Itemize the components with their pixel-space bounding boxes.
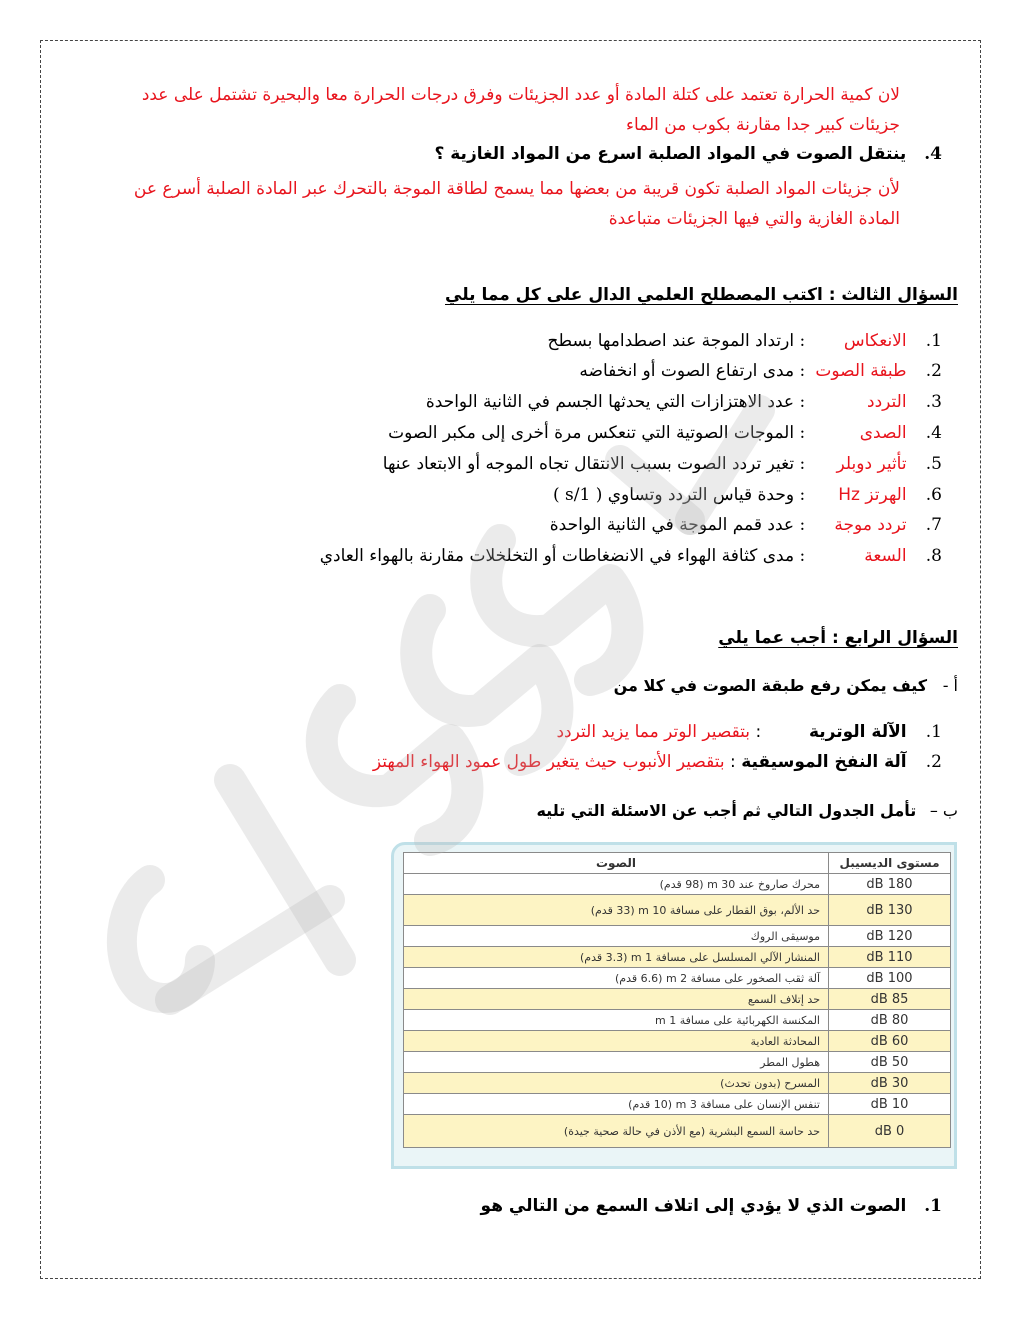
term-item bbox=[553, 485, 942, 515]
term-answer: تأثير دوبلر bbox=[836, 454, 907, 474]
cell-level: 0 dB bbox=[829, 1115, 951, 1148]
cell-level: 110 dB bbox=[829, 947, 951, 968]
decibel-table-frame bbox=[391, 842, 957, 1169]
instrument-answer: بتقصير الأنبوب حيث يتغير طول عمود الهواء المهتز bbox=[372, 752, 725, 772]
term-answer: الصدى bbox=[859, 423, 907, 443]
part-a-question bbox=[614, 676, 958, 695]
instrument-separator: : bbox=[730, 752, 736, 772]
cell-sound: المنشار الآلي المسلسل على مسافة 1 m (3.3 قدم) bbox=[404, 947, 829, 968]
cell-level: 180 dB bbox=[829, 874, 951, 895]
table-row bbox=[404, 1010, 951, 1031]
term-answer: الهرتز Hz bbox=[838, 485, 907, 505]
table-row bbox=[404, 926, 951, 947]
answer-heat-line1: لان كمية الحرارة تعتمد على كتلة المادة أو عدد الجزيئات وفرق درجات الحرارة معا والبحيرة تشتمل على عدد bbox=[141, 85, 900, 105]
instrument-number: 1. bbox=[925, 722, 942, 742]
followup-text: الصوت الذي لا يؤدي إلى اتلاف السمع من التالي هو bbox=[480, 1196, 907, 1216]
term-item bbox=[550, 515, 942, 545]
term-number: 7. bbox=[925, 515, 942, 535]
cell-sound: حد إتلاف السمع bbox=[404, 989, 829, 1010]
term-answer: السعة bbox=[864, 546, 907, 566]
instrument-label: الآلة الوترية bbox=[808, 722, 907, 742]
instrument-answer: بتقصير الوتر مما يزيد التردد bbox=[556, 722, 751, 742]
term-answer: تردد موجة bbox=[834, 515, 907, 535]
term-definition: : مدى ارتفاع الصوت أو انخفاضه bbox=[579, 361, 806, 381]
part-b-question bbox=[536, 801, 958, 820]
followup-question bbox=[481, 1196, 942, 1216]
part-a-prefix: أ - bbox=[942, 676, 958, 695]
instrument-separator: : bbox=[755, 722, 762, 742]
term-answer: التردد bbox=[867, 392, 907, 412]
cell-sound: هطول المطر bbox=[404, 1052, 829, 1073]
cell-level: 10 dB bbox=[829, 1094, 951, 1115]
term-definition: : الموجات الصوتية التي تنعكس مرة أخرى إلى مكبر الصوت bbox=[388, 423, 806, 443]
term-number: 5. bbox=[925, 454, 942, 474]
term-definition: : تغير تردد الصوت بسبب الانتقال تجاه الموجه أو الابتعاد عنها bbox=[382, 454, 806, 474]
cell-sound: المحادثة العادية bbox=[404, 1031, 829, 1052]
question-4-answer-line2: المادة الغازية والتي فيها الجزيئات متباعدة bbox=[608, 209, 900, 229]
part-b-prefix: ب – bbox=[929, 801, 958, 820]
table-row bbox=[404, 895, 951, 926]
term-item bbox=[426, 392, 942, 422]
question-4-answer bbox=[70, 174, 900, 234]
cell-sound: آلة ثقب الصخور على مسافة 2 m (6.6 قدم) bbox=[404, 968, 829, 989]
term-number: 2. bbox=[925, 361, 942, 381]
term-item bbox=[388, 423, 942, 453]
answer-heat-line2: جزيئات كبير جدا مقارنة بكوب من الماء bbox=[625, 115, 900, 135]
cell-sound: المكنسة الكهربائية على مسافة 1 m bbox=[404, 1010, 829, 1031]
cell-sound: حد حاسة السمع البشرية (مع الأذن في حالة صحية جيدة) bbox=[404, 1115, 829, 1148]
column-header-sound: الصوت bbox=[404, 853, 829, 874]
cell-level: 30 dB bbox=[829, 1073, 951, 1094]
instrument-item bbox=[373, 752, 942, 772]
instrument-label: آلة النفخ الموسيقية bbox=[741, 752, 907, 772]
term-item bbox=[579, 361, 942, 391]
cell-sound: المسرح (بدون تحدث) bbox=[404, 1073, 829, 1094]
part-a-text: كيف يمكن رفع طبقة الصوت في كلا من bbox=[613, 676, 928, 695]
term-number: 8. bbox=[925, 546, 942, 566]
decibel-table bbox=[403, 852, 951, 1148]
term-number: 1. bbox=[925, 331, 942, 351]
table-row bbox=[404, 1094, 951, 1115]
term-definition: : مدى كثافة الهواء في الانضغاطات أو التخلخلات مقارنة بالهواء العادي bbox=[319, 546, 806, 566]
cell-level: 85 dB bbox=[829, 989, 951, 1010]
question-4 bbox=[434, 144, 942, 164]
question-4-text: ينتقل الصوت في المواد الصلبة اسرع من المواد الغازية ؟ bbox=[434, 144, 907, 164]
table-row bbox=[404, 989, 951, 1010]
cell-level: 100 dB bbox=[829, 968, 951, 989]
cell-level: 130 dB bbox=[829, 895, 951, 926]
term-definition: : عدد قمم الموجة في الثانية الواحدة bbox=[549, 515, 806, 535]
cell-level: 50 dB bbox=[829, 1052, 951, 1073]
cell-sound: حد الألم، بوق القطار على مسافة 10 m (33 قدم) bbox=[404, 895, 829, 926]
term-definition: : عدد الاهتزازات التي يحدثها الجسم في الثانية الواحدة bbox=[425, 392, 806, 412]
term-definition: : وحدة قياس التردد وتساوي ( 1/s ) bbox=[552, 485, 806, 505]
term-answer: الانعكاس bbox=[843, 331, 907, 351]
term-item bbox=[548, 331, 942, 361]
term-definition: : ارتداد الموجة عند اصطدامها بسطح bbox=[547, 331, 806, 351]
cell-sound: تنفس الإنسان على مسافة 3 m (10 قدم) bbox=[404, 1094, 829, 1115]
cell-sound: محرك صاروخ عند 30 m (98 قدم) bbox=[404, 874, 829, 895]
cell-level: 60 dB bbox=[829, 1031, 951, 1052]
question-4-answer-line1: لأن جزيئات المواد الصلبة تكون قريبة من بعضها مما يسمح لطاقة الموجة بالتحرك عبر المادة الصلبة أسرع عن bbox=[133, 179, 900, 199]
cell-level: 120 dB bbox=[829, 926, 951, 947]
table-row bbox=[404, 1031, 951, 1052]
table-row bbox=[404, 968, 951, 989]
term-answer: طبقة الصوت bbox=[815, 361, 907, 381]
term-number: 6. bbox=[925, 485, 942, 505]
cell-sound: موسيقى الروك bbox=[404, 926, 829, 947]
question-4-number: 4. bbox=[924, 144, 942, 164]
section-3-title: السؤال الثالث : اكتب المصطلح العلمي الدال على كل مما يلي bbox=[445, 285, 958, 305]
term-item bbox=[383, 454, 942, 484]
term-item bbox=[320, 546, 942, 576]
column-header-level: مستوى الديسيبل bbox=[829, 853, 951, 874]
answer-heat bbox=[100, 80, 900, 140]
table-row bbox=[404, 1115, 951, 1148]
instrument-item bbox=[556, 722, 942, 742]
table-row bbox=[404, 947, 951, 968]
section-4-title: السؤال الرابع : أجب عما يلي bbox=[718, 628, 958, 648]
term-number: 4. bbox=[925, 423, 942, 443]
part-b-text: تأمل الجدول التالي ثم أجب عن الاسئلة التي تليه bbox=[536, 801, 917, 820]
table-row bbox=[404, 874, 951, 895]
table-row bbox=[404, 1073, 951, 1094]
table-row bbox=[404, 1052, 951, 1073]
followup-number: 1. bbox=[924, 1196, 942, 1216]
term-number: 3. bbox=[925, 392, 942, 412]
cell-level: 80 dB bbox=[829, 1010, 951, 1031]
instrument-number: 2. bbox=[925, 752, 942, 772]
